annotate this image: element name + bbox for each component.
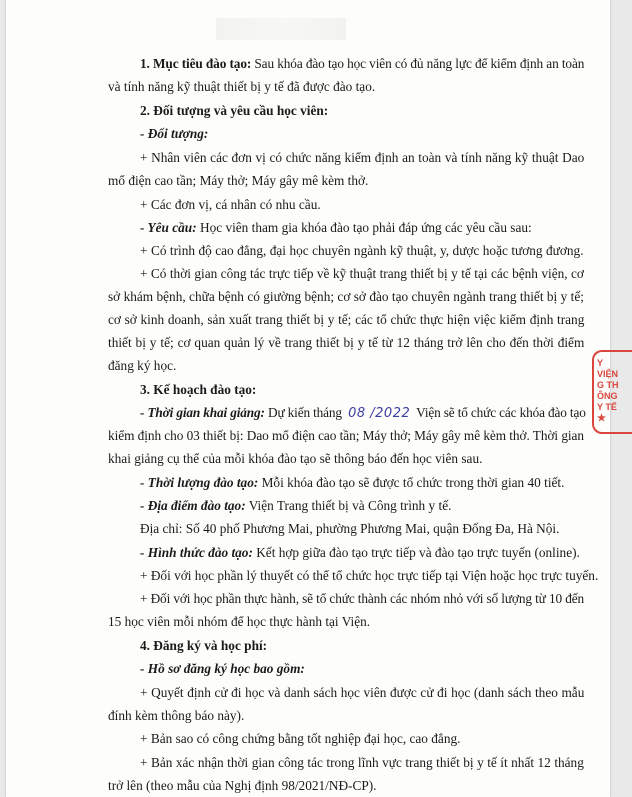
text-line <box>140 755 584 771</box>
text-line <box>140 56 584 72</box>
text-line <box>108 708 244 724</box>
text-line <box>140 498 451 514</box>
text-run: Viện sẽ tổ chức các khóa đào tạo <box>413 405 586 420</box>
text-line <box>140 197 321 213</box>
text-run: + Nhân viên các đơn vị có chức năng kiểm định an toàn và tính năng kỹ thuật Dao <box>140 150 585 165</box>
text-run: + Có trình độ cao đẳng, đại học chuyên ngành kỹ thuật, y, dược hoặc tương đương. <box>140 243 584 258</box>
text-line <box>108 358 176 374</box>
emphasis-text: - Yêu cầu: <box>140 220 197 235</box>
text-run: Sau khóa đào tạo học viên có đủ năng lực để kiểm định an toàn <box>251 56 585 71</box>
text-run: + Bản xác nhận thời gian công tác trong lĩnh vực trang thiết bị y tế ít nhất 12 tháng <box>140 755 584 770</box>
text-run: khai giảng cụ thể của mỗi khóa đào tạo sẽ thông báo đến học viên sau. <box>108 451 483 466</box>
document-body <box>6 0 610 797</box>
text-line <box>140 521 559 537</box>
text-run: + Đối với học phần lý thuyết có thể tổ chức học trực tiếp tại Viện hoặc học trực tuyến. <box>140 568 599 583</box>
text-line <box>108 778 377 794</box>
emphasis-text: - Hồ sơ đăng ký học bao gồm: <box>140 661 305 676</box>
document-page <box>6 0 619 797</box>
text-line <box>140 405 586 422</box>
text-run: Địa chỉ: Số 40 phố Phương Mai, phường Phương Mai, quận Đống Đa, Hà Nội. <box>140 521 560 536</box>
emphasis-text: 1. Mục tiêu đào tạo: <box>140 56 252 71</box>
text-run: + Quyết định cử đi học và danh sách học viên được cử đi học (danh sách theo mẫu <box>140 685 585 700</box>
text-line <box>108 335 584 351</box>
text-run: + Đối với học phần thực hành, sẽ tổ chức thành các nhóm nhỏ với số lượng từ 10 đến <box>140 591 585 606</box>
emphasis-text: - Thời lượng đào tạo: <box>140 475 259 490</box>
text-line <box>140 568 598 584</box>
emphasis-text: - Địa điểm đào tạo: <box>140 498 246 513</box>
text-line <box>108 173 368 189</box>
text-line <box>140 475 564 491</box>
text-line <box>140 731 460 747</box>
emphasis-text: - Hình thức đào tạo: <box>140 545 253 560</box>
text-run: thiết bị y tế; cơ quan quản lý về trang thiết bị y tế từ 12 tháng trở lên cho đến thời điểm <box>108 335 585 350</box>
text-run: + Bản sao có công chứng bằng tốt nghiệp đại học, cao đẳng. <box>140 731 461 746</box>
text-run: Viện Trang thiết bị và Công trình y tế. <box>245 498 452 513</box>
text-line <box>140 266 584 282</box>
text-run: kiểm định cho 03 thiết bị: Dao mổ điện cao tần; Máy thở; Máy gây mê kèm thở. Thời gian <box>108 428 584 443</box>
text-run: và tính năng kỹ thuật thiết bị y tế đã được đào tạo. <box>108 79 376 94</box>
text-line <box>140 382 256 398</box>
emphasis-text: 4. Đăng ký và học phí: <box>140 638 268 653</box>
emphasis-text: - Đối tượng: <box>140 126 209 141</box>
text-line <box>140 150 584 166</box>
emphasis-text: - Thời gian khai giảng: <box>140 405 265 420</box>
text-line <box>140 220 532 236</box>
text-run: đăng ký học. <box>108 358 177 373</box>
text-line <box>140 103 328 119</box>
stamp-text: VIỆN <box>597 369 619 379</box>
text-run: trở lên (theo mẫu của Nghị định 98/2021/NĐ-CP). <box>108 778 377 793</box>
text-run: + Có thời gian công tác trực tiếp về kỹ thuật trang thiết bị y tế tại các bệnh viện, cơ <box>140 266 584 281</box>
text-line <box>140 545 580 561</box>
text-line <box>140 638 267 654</box>
text-line <box>140 685 584 701</box>
text-run: Học viên tham gia khóa đào tạo phải đáp ứng các yêu cầu sau: <box>196 220 532 235</box>
text-run: 15 học viên mỗi nhóm để học thực hành tại Viện. <box>108 614 371 629</box>
text-line <box>140 243 584 259</box>
text-line <box>140 661 305 677</box>
text-run: Kết hợp giữa đào tạo trực tiếp và đào tạo trực tuyến (online). <box>252 545 580 560</box>
text-run: + Các đơn vị, cá nhân có nhu cầu. <box>140 197 321 212</box>
text-line <box>108 614 370 630</box>
stamp-text: ★ <box>597 413 606 424</box>
text-run: cơ sở kinh doanh, sản xuất trang thiết bị y tế; các tổ chức thực hiện việc kiểm định trang <box>108 312 585 327</box>
red-seal-stamp <box>592 350 632 434</box>
text-line <box>108 451 482 467</box>
text-run: Mỗi khóa đào tạo sẽ được tổ chức trong thời gian 40 tiết. <box>258 475 565 490</box>
stamp-text: ÔNG <box>597 391 618 401</box>
text-line <box>108 79 375 95</box>
text-line <box>140 591 584 607</box>
stamp-text: Y TẾ <box>597 402 617 412</box>
stamp-text: G TH <box>597 380 619 390</box>
text-run: mổ điện cao tần; Máy thở; Máy gây mê kèm thở. <box>108 173 369 188</box>
text-line <box>108 312 584 328</box>
text-run: đính kèm thông báo này). <box>108 708 245 723</box>
text-line <box>108 428 584 444</box>
stamp-text: Y <box>597 358 604 368</box>
text-run: sở khám bệnh, chữa bệnh có giường bệnh; cơ sở đào tạo chuyên ngành trang thiết bị y tế; <box>108 289 584 304</box>
handwritten-date: 08 /2022 <box>348 406 411 421</box>
emphasis-text: 3. Kế hoạch đào tạo: <box>140 382 257 397</box>
text-line <box>108 289 584 305</box>
emphasis-text: 2. Đối tượng và yêu cầu học viên: <box>140 103 329 118</box>
text-run: Dự kiến tháng <box>264 405 346 420</box>
text-line <box>140 126 208 142</box>
